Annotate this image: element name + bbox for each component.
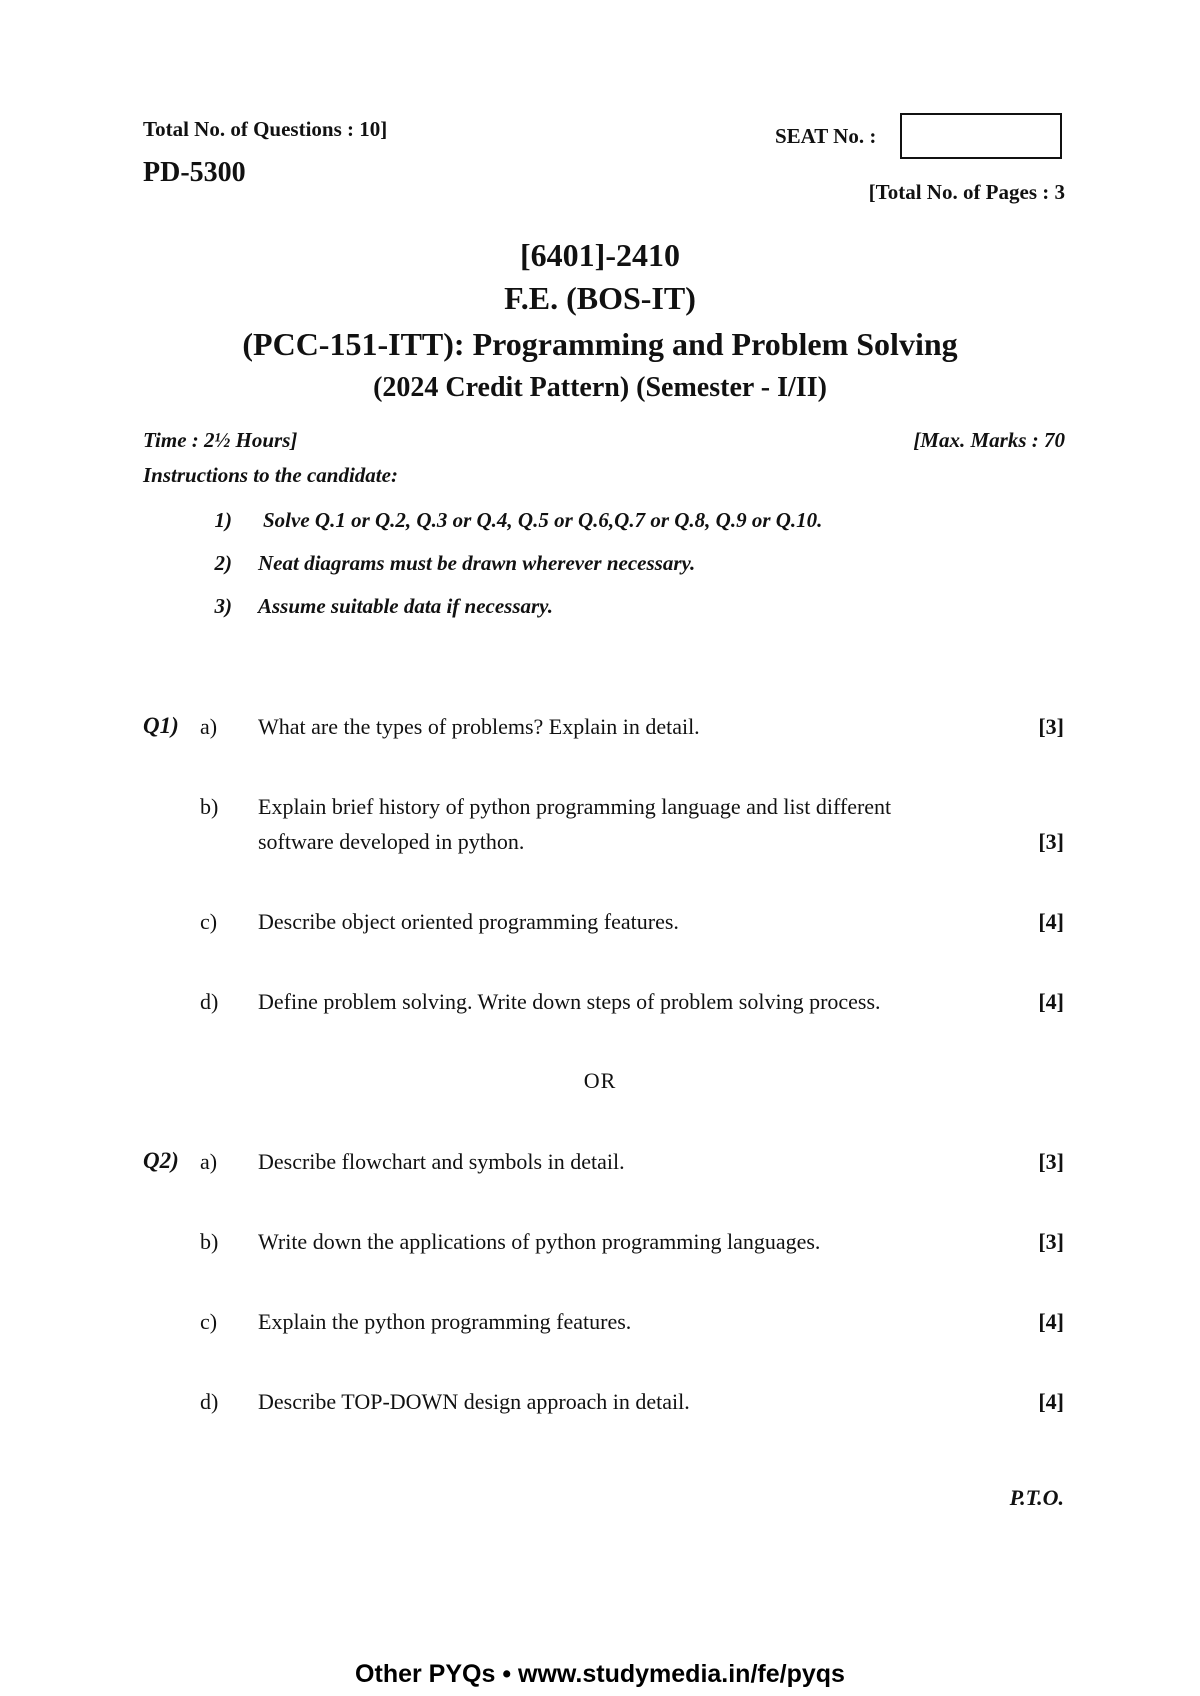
- please-turn-over: P.T.O.: [1009, 1485, 1064, 1510]
- footer-link[interactable]: Other PYQs • www.studymedia.in/fe/pyqs: [355, 1660, 845, 1688]
- question-part-marks: [4]: [1038, 909, 1064, 934]
- question-2-label: Q2): [143, 1148, 179, 1173]
- or-separator: OR: [583, 1068, 617, 1093]
- question-part-marks: [4]: [1038, 1309, 1064, 1334]
- course-name: F.E. (BOS-IT): [504, 280, 696, 316]
- question-part-letter: a): [200, 1149, 218, 1174]
- exam-code: [6401]-2410: [520, 237, 680, 273]
- question-part-text: Describe TOP-DOWN design approach in detail.: [258, 1389, 690, 1414]
- question-part-text: Describe flowchart and symbols in detail.: [258, 1149, 625, 1174]
- instruction-number: 2): [214, 551, 232, 575]
- subject-title: (PCC-151-ITT): Programming and Problem Solving: [242, 326, 958, 362]
- instruction-text: Assume suitable data if necessary.: [258, 594, 553, 618]
- question-part-text-continued: software developed in python.: [258, 829, 525, 854]
- seat-number-label: SEAT No. :: [775, 124, 877, 148]
- question-part-text: Describe object oriented programming features.: [258, 909, 679, 934]
- question-part-marks: [3]: [1038, 829, 1064, 854]
- total-pages: [Total No. of Pages : 3: [868, 180, 1065, 204]
- question-part-marks: [3]: [1038, 1229, 1064, 1254]
- question-part-letter: c): [200, 909, 218, 934]
- question-part-marks: [4]: [1038, 1389, 1064, 1414]
- question-part-letter: d): [200, 989, 219, 1014]
- question-part-marks: [4]: [1038, 989, 1064, 1014]
- instruction-number: 1): [214, 508, 232, 532]
- question-1-label: Q1): [143, 713, 179, 738]
- question-part-marks: [3]: [1038, 1149, 1064, 1174]
- question-part-text: What are the types of problems? Explain in detail.: [258, 714, 700, 739]
- question-part-letter: a): [200, 714, 218, 739]
- instruction-text: Solve Q.1 or Q.2, Q.3 or Q.4, Q.5 or Q.6,Q.7 or Q.8, Q.9 or Q.10.: [263, 508, 823, 532]
- question-part-text: Write down the applications of python programming languages.: [258, 1229, 821, 1254]
- seat-number-box: [900, 113, 1062, 159]
- question-part-text: Explain the python programming features.: [258, 1309, 632, 1334]
- instructions-heading: Instructions to the candidate:: [143, 463, 398, 487]
- question-part-text: Explain brief history of python programming language and list different: [258, 794, 892, 819]
- instruction-number: 3): [214, 594, 232, 618]
- question-part-letter: d): [200, 1389, 219, 1414]
- instruction-text: Neat diagrams must be drawn wherever necessary.: [258, 551, 696, 575]
- question-part-letter: b): [200, 1229, 219, 1254]
- question-part-marks: [3]: [1038, 714, 1064, 739]
- paper-code: PD-5300: [143, 157, 246, 188]
- max-marks: [Max. Marks : 70: [913, 428, 1065, 452]
- credit-pattern: (2024 Credit Pattern) (Semester - I/II): [373, 372, 827, 403]
- total-questions: Total No. of Questions : 10]: [143, 117, 388, 141]
- question-part-text: Define problem solving. Write down steps of problem solving process.: [258, 989, 881, 1014]
- question-part-letter: b): [200, 794, 219, 819]
- exam-time: Time : 2½ Hours]: [143, 428, 298, 452]
- question-part-letter: c): [200, 1309, 218, 1334]
